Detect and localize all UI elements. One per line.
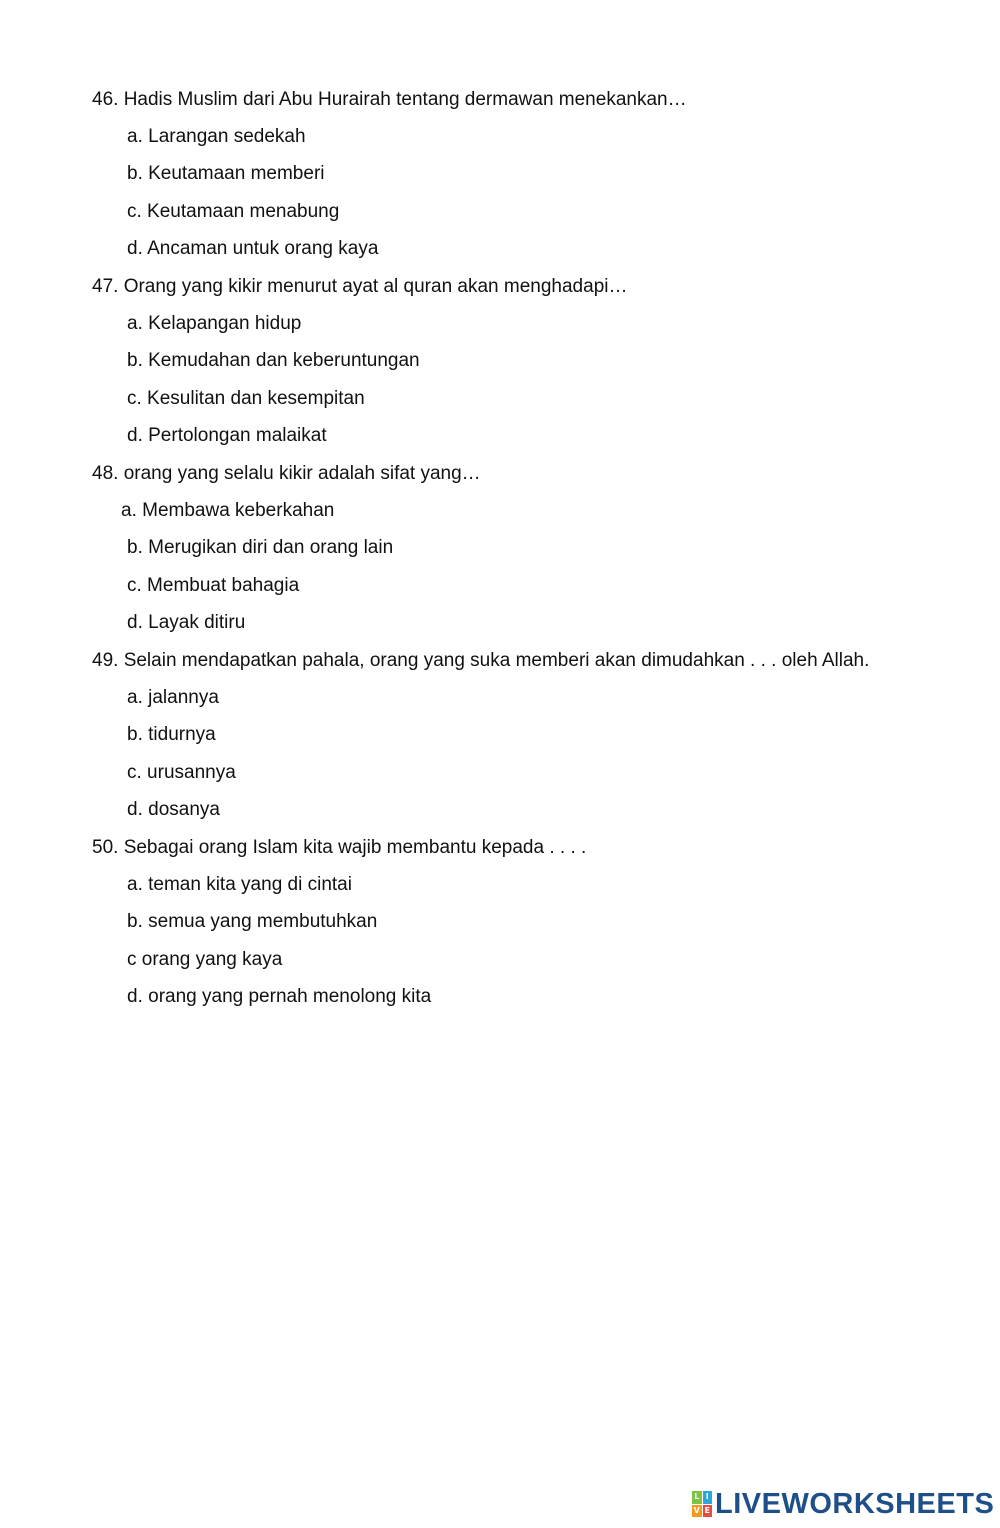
question-49-option-c[interactable]: c. urusannya: [127, 762, 236, 783]
question-48-option-a[interactable]: a. Membawa keberkahan: [121, 500, 335, 521]
question-49: 49. Selain mendapatkan pahala, orang yang suka memberi akan dimudahkan . . . oleh Allah.: [92, 650, 870, 671]
question-46-option-c[interactable]: c. Keutamaan menabung: [127, 201, 340, 222]
question-47-option-c[interactable]: c. Kesulitan dan kesempitan: [127, 388, 365, 409]
question-47: 47. Orang yang kikir menurut ayat al quran akan menghadapi…: [92, 276, 628, 297]
question-46: 46. Hadis Muslim dari Abu Hurairah tentang dermawan menekankan…: [92, 89, 687, 110]
question-50: 50. Sebagai orang Islam kita wajib membantu kepada . . . .: [92, 837, 587, 858]
question-49-option-a[interactable]: a. jalannya: [127, 687, 219, 708]
liveworksheets-logo-text: LIVEWORKSHEETS: [715, 1488, 995, 1520]
question-47-option-b[interactable]: b. Kemudahan dan keberuntungan: [127, 350, 420, 371]
question-48-option-d[interactable]: d. Layak ditiru: [127, 612, 246, 633]
question-47-option-d[interactable]: d. Pertolongan malaikat: [127, 425, 327, 446]
question-50-option-a[interactable]: a. teman kita yang di cintai: [127, 874, 352, 895]
logo-mark-tile: I: [703, 1491, 713, 1504]
logo-mark-tile: L: [692, 1491, 702, 1504]
question-49-option-b[interactable]: b. tidurnya: [127, 724, 216, 745]
question-46-option-b[interactable]: b. Keutamaan memberi: [127, 163, 325, 184]
logo-mark-tile: E: [703, 1505, 713, 1518]
logo-mark-tile: V: [692, 1505, 702, 1518]
question-48: 48. orang yang selalu kikir adalah sifat yang…: [92, 463, 481, 484]
liveworksheets-logo[interactable]: [692, 1487, 994, 1521]
question-48-option-b[interactable]: b. Merugikan diri dan orang lain: [127, 537, 394, 558]
question-50-option-d[interactable]: d. orang yang pernah menolong kita: [127, 986, 432, 1007]
question-48-option-c[interactable]: c. Membuat bahagia: [127, 575, 300, 596]
question-49-option-d[interactable]: d. dosanya: [127, 799, 220, 820]
question-50-option-b[interactable]: b. semua yang membutuhkan: [127, 911, 378, 932]
question-46-option-a[interactable]: a. Larangan sedekah: [127, 126, 306, 147]
liveworksheets-logo-icon: [692, 1491, 712, 1517]
question-47-option-a[interactable]: a. Kelapangan hidup: [127, 313, 302, 334]
question-46-option-d[interactable]: d. Ancaman untuk orang kaya: [127, 238, 379, 259]
question-50-option-c[interactable]: c orang yang kaya: [127, 949, 283, 970]
